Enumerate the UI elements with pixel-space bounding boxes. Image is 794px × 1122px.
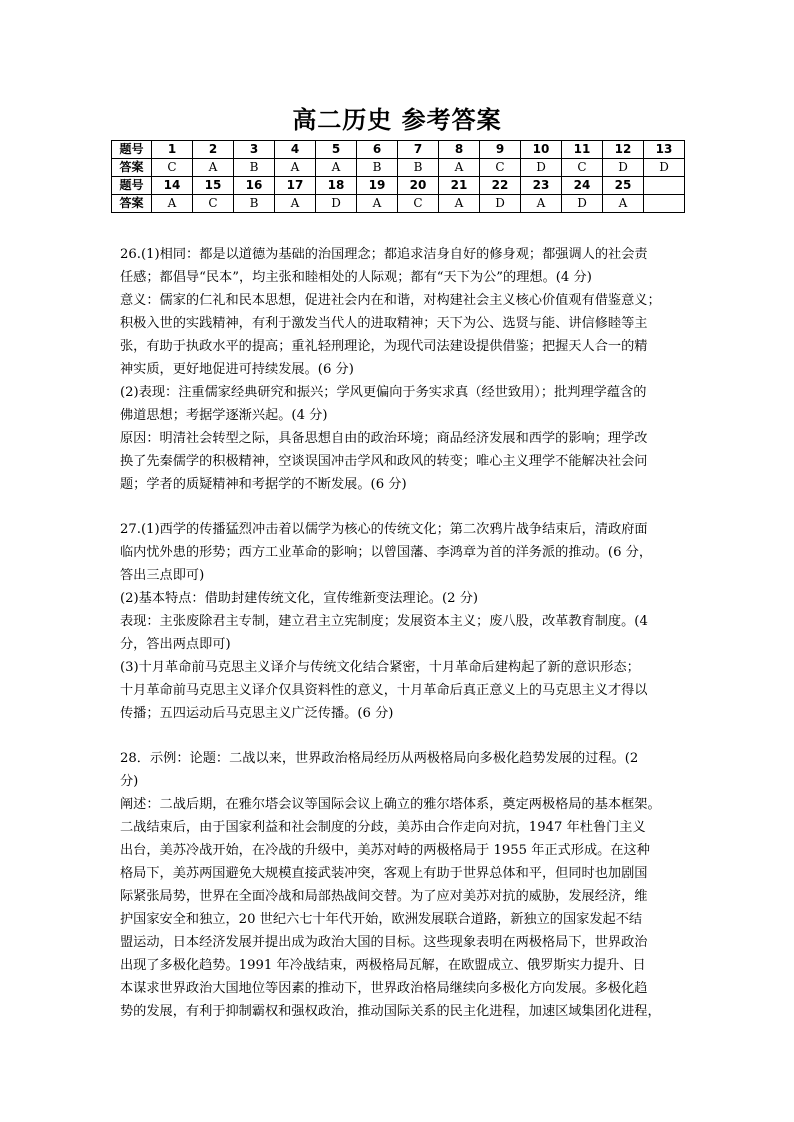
table-row-numbers-2 bbox=[112, 177, 685, 195]
answer-cell: D bbox=[480, 195, 521, 213]
answer-cell: A bbox=[152, 195, 193, 213]
answer-cell: D bbox=[316, 195, 357, 213]
question-number-cell: 18 bbox=[316, 177, 357, 195]
question-number-cell: 24 bbox=[562, 177, 603, 195]
answer-cell: C bbox=[562, 159, 603, 177]
text-line: 临内忧外患的形势；西方工业革命的影响；以曾国藩、李鸿章为首的洋务派的推动。(6 分， bbox=[120, 545, 653, 560]
question-number-cell: 17 bbox=[275, 177, 316, 195]
text-line: 26.(1)相同：都是以道德为基础的治国理念；都追求洁身自好的修身观；都强调人的社会责 bbox=[120, 247, 648, 262]
question-number-cell: 16 bbox=[234, 177, 275, 195]
answer-cell: A bbox=[521, 195, 562, 213]
answer-cell: A bbox=[193, 159, 234, 177]
text-line: (3)十月革命前马克思主义译介与传统文化结合紧密，十月革命后建构起了新的意识形态； bbox=[120, 660, 640, 675]
question-number-cell: 20 bbox=[398, 177, 439, 195]
answer-cell: D bbox=[521, 159, 562, 177]
text-line: 任感；都倡导“民本”，均主张和睦相处的人际观；都有“天下为公”的理想。(4 分) bbox=[120, 270, 592, 285]
answer-cell: B bbox=[234, 159, 275, 177]
text-line: 二战结束后，由于国家利益和社会制度的分歧，美苏由合作走向对抗，1947 年杜鲁门主义 bbox=[120, 820, 646, 835]
question-number-cell: 12 bbox=[603, 141, 644, 159]
text-line: 际紧张局势，世界在全面冷战和局部热战间交替。为了应对美苏对抗的威胁，发展经济，维 bbox=[120, 889, 648, 904]
row-label: 题号 bbox=[112, 141, 152, 159]
question-number-cell: 8 bbox=[439, 141, 480, 159]
text-line: 格局下，美苏两国避免大规模直接武装冲突，客观上有助于世界总体和平，但同时也加剧国 bbox=[120, 866, 648, 881]
answer-cell: C bbox=[398, 195, 439, 213]
table-row-numbers-1 bbox=[112, 141, 685, 159]
text-line: 势的发展，有利于抑制霸权和强权政治，推动国际关系的民主化进程，加速区域集团化进程， bbox=[120, 1004, 661, 1019]
text-line: 答出三点即可) bbox=[120, 568, 205, 583]
question-number-cell: 14 bbox=[152, 177, 193, 195]
question-number-cell: 19 bbox=[357, 177, 398, 195]
section-gap bbox=[120, 725, 680, 747]
question-number-cell: 1 bbox=[152, 141, 193, 159]
answer-cell: A bbox=[316, 159, 357, 177]
question-26-answer bbox=[120, 243, 680, 496]
table-row-answers-2 bbox=[112, 195, 685, 213]
text-line: 十月革命前马克思主义译介仅具资料性的意义，十月革命后真正意义上的马克思主义才得以 bbox=[120, 683, 648, 698]
row-label: 答案 bbox=[112, 195, 152, 213]
text-line: 神实质，更好地促进可持续发展。(6 分) bbox=[120, 362, 354, 377]
answer-cell: C bbox=[152, 159, 193, 177]
text-line: 换了先秦儒学的积极精神，空谈误国冲击学风和政风的转变；唯心主义理学不能解决社会问 bbox=[120, 454, 648, 469]
question-number-cell: 21 bbox=[439, 177, 480, 195]
question-number-cell: 5 bbox=[316, 141, 357, 159]
row-label: 题号 bbox=[112, 177, 152, 195]
answer-cell: B bbox=[234, 195, 275, 213]
section-gap bbox=[120, 496, 680, 518]
answer-cell: A bbox=[275, 195, 316, 213]
text-line: 本谋求世界政治大国地位等因素的推动下，世界政治格局继续向多极化方向发展。多极化趋 bbox=[120, 981, 648, 996]
text-line: 分) bbox=[120, 774, 139, 789]
empty-cell bbox=[644, 195, 685, 213]
answer-table bbox=[111, 140, 685, 213]
text-line: 盟运动，日本经济发展并提出成为政治大国的目标。这些现象表明在两极格局下，世界政治 bbox=[120, 935, 648, 950]
question-number-cell: 6 bbox=[357, 141, 398, 159]
text-line: 28．示例：论题：二战以来，世界政治格局经历从两极格局向多极化趋势发展的过程。(2 bbox=[120, 751, 639, 766]
text-line: 出现了多极化趋势。1991 年冷战结束，两极格局瓦解，在欧盟成立、俄罗斯实力提升、日 bbox=[120, 958, 646, 973]
question-number-cell: 22 bbox=[480, 177, 521, 195]
text-line: 表现：主张废除君主专制，建立君主立宪制度；发展资本主义；废八股，改革教育制度。(4 bbox=[120, 614, 648, 629]
question-number-cell: 3 bbox=[234, 141, 275, 159]
answer-cell: A bbox=[439, 159, 480, 177]
page-title: 高二历史 参考答案 bbox=[292, 106, 502, 134]
text-line: (2)表现：注重儒家经典研究和振兴；学风更偏向于务实求真（经世致用）；批判理学蕴含的 bbox=[120, 385, 647, 400]
question-number-cell: 25 bbox=[603, 177, 644, 195]
question-number-cell: 15 bbox=[193, 177, 234, 195]
text-line: 积极入世的实践精神，有利于激发当代人的进取精神；天下为公、选贤与能、讲信修睦等主 bbox=[120, 316, 648, 331]
text-line: 出台，美苏冷战开始，在冷战的升级中，美苏对峙的两极格局于 1955 年正式形成。在这种 bbox=[120, 843, 650, 858]
answer-content bbox=[120, 243, 680, 1023]
text-line: 27.(1)西学的传播猛烈冲击着以儒学为核心的传统文化；第二次鸦片战争结束后，清政府面 bbox=[120, 522, 648, 537]
answer-cell: A bbox=[439, 195, 480, 213]
question-number-cell: 13 bbox=[644, 141, 685, 159]
text-line: (2)基本特点：借助封建传统文化，宣传维新变法理论。(2 分) bbox=[120, 591, 479, 606]
text-line: 护国家安全和独立，20 世纪六七十年代开始，欧洲发展联合道路，新独立的国家发起不结 bbox=[120, 912, 643, 927]
question-number-cell: 9 bbox=[480, 141, 521, 159]
answer-cell: D bbox=[603, 159, 644, 177]
answer-cell: B bbox=[398, 159, 439, 177]
answer-cell: A bbox=[357, 195, 398, 213]
question-number-cell: 7 bbox=[398, 141, 439, 159]
answer-cell: D bbox=[644, 159, 685, 177]
text-line: 佛道思想；考据学逐渐兴起。(4 分) bbox=[120, 408, 328, 423]
text-line: 题；学者的质疑精神和考据学的不断发展。(6 分) bbox=[120, 477, 407, 492]
question-number-cell: 23 bbox=[521, 177, 562, 195]
question-number-cell: 4 bbox=[275, 141, 316, 159]
text-line: 原因：明清社会转型之际，具备思想自由的政治环境；商品经济发展和西学的影响；理学改 bbox=[120, 431, 648, 446]
text-line: 阐述：二战后期，在雅尔塔会议等国际会议上确立的雅尔塔体系，奠定两极格局的基本框架。 bbox=[120, 797, 661, 812]
text-line: 分，答出两点即可) bbox=[120, 637, 231, 652]
row-label: 答案 bbox=[112, 159, 152, 177]
answer-cell: D bbox=[562, 195, 603, 213]
answer-cell: C bbox=[193, 195, 234, 213]
answer-cell: A bbox=[275, 159, 316, 177]
table-row-answers-1 bbox=[112, 159, 685, 177]
answer-cell: A bbox=[603, 195, 644, 213]
question-number-cell: 10 bbox=[521, 141, 562, 159]
text-line: 张，有助于执政水平的提高；重礼轻刑理论，为现代司法建设提供借鉴；把握天人合一的精 bbox=[120, 339, 648, 354]
text-line: 传播；五四运动后马克思主义广泛传播。(6 分) bbox=[120, 706, 394, 721]
question-number-cell: 2 bbox=[193, 141, 234, 159]
question-number-cell: 11 bbox=[562, 141, 603, 159]
question-27-answer bbox=[120, 518, 680, 725]
answer-cell: C bbox=[480, 159, 521, 177]
text-line: 意义：儒家的仁礼和民本思想，促进社会内在和谐，对构建社会主义核心价值观有借鉴意义； bbox=[120, 293, 661, 308]
answer-cell: B bbox=[357, 159, 398, 177]
empty-cell bbox=[644, 177, 685, 195]
question-28-answer bbox=[120, 747, 680, 1023]
